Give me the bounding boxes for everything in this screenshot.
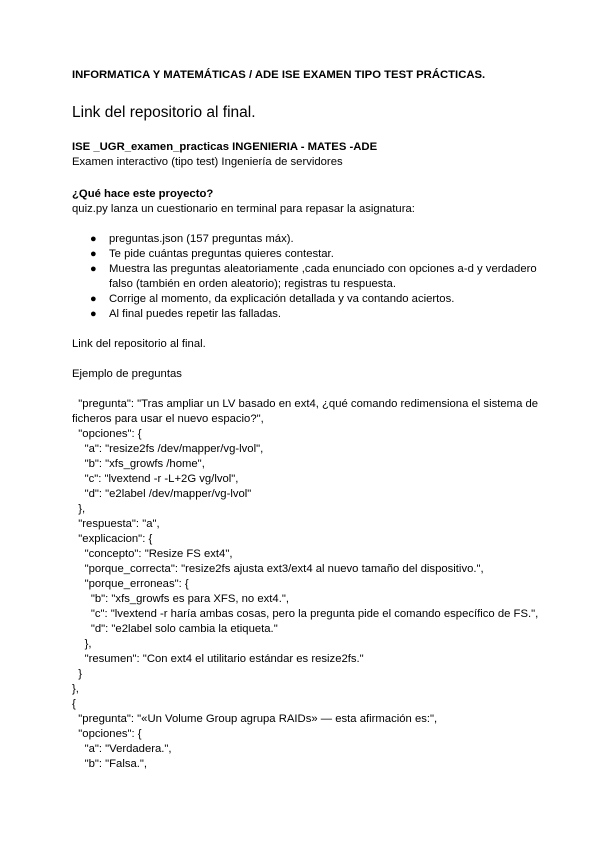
section-intro: quiz.py lanza un cuestionario en terminal para repasar la asignatura: [72,203,415,215]
document-page [72,68,542,772]
document-subtitle: Examen interactivo (tipo test) Ingeniería de servidores [72,156,343,168]
examples-label: Ejemplo de preguntas [72,368,182,380]
bullet-icon: ● [90,293,97,305]
repository-name: ISE _UGR_examen_practicas INGENIERIA - MATES -ADE [72,141,378,153]
code-sample: "pregunta": "Tras ampliar un LV basado en ext4, ¿qué comando redimensiona el sistema de ficheros para usar el nuevo espacio?", "opciones": { "a": "resize2fs /dev/mapper/vg-lvol", "b": "xfs_growfs /home", "c": "lvextend -r -L+2G vg/lvol", "d": "e2label /dev/mapper/vg-lvol" }, "respuesta": "a", "explicacion": { "concepto": "Resize FS ext4", "porque_correcta": "resize2fs ajusta ext3/ext4 al nuevo tamaño del dispositivo.", "porque_erroneas": { "b": "xfs_growfs es para XFS, no ext4.", "c": "lvextend -r haría ambas cosas, pero la pregunta pide el comando específico de FS.", "d": "e2label solo cambia la etiqueta." }, "resumen": "Con ext4 el utilitario estándar es resize2fs." } }, { "pregunta": "«Un Volume Group agrupa RAIDs» — esta afirmación es:", "opciones": { "a": "Verdadera.", "b": "Falsa.", [72,398,539,770]
list-item: ● Te pide cuántas preguntas quieres contestar. [90,248,334,260]
bullet-icon: ● [90,248,97,260]
list-item: ● Al final puedes repetir las falladas. [90,308,282,320]
section-title: ¿Qué hace este proyecto? [72,188,214,200]
bullet-icon: ● [90,263,97,275]
bullet-icon: ● [90,233,97,245]
list-item: ● Muestra las preguntas aleatoriamente ,cada enunciado con opciones a-d y verdadero falso (también en orden aleatorio); registras tu respuesta. [90,263,537,290]
list-item: ● Corrige al momento, da explicación detallada y va contando aciertos. [90,293,455,305]
feature-list [72,232,542,322]
bullet-icon: ● [90,308,97,320]
link-heading: Link del repositorio al final. [72,104,256,121]
list-item: ● preguntas.json (157 preguntas máx). [90,233,294,245]
link-note: Link del repositorio al final. [72,338,206,350]
document-title: INFORMATICA Y MATEMÁTICAS / ADE ISE EXAMEN TIPO TEST PRÁCTICAS. [72,69,486,81]
